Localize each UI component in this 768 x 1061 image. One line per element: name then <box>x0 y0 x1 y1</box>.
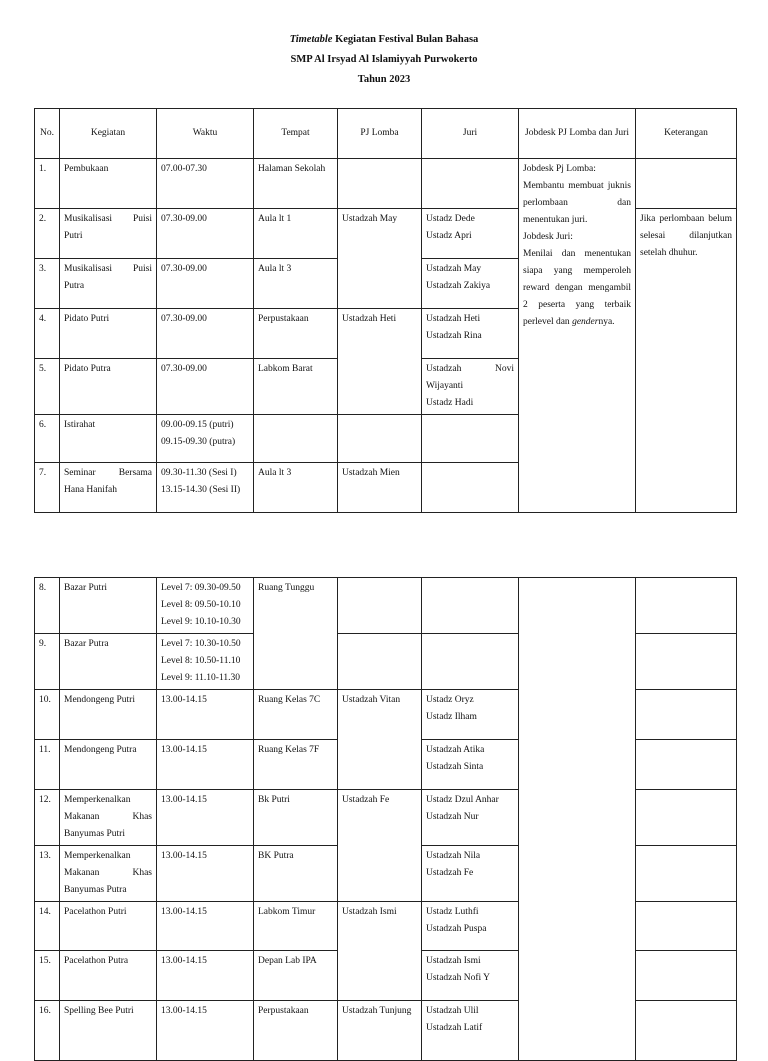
document-year: Tahun 2023 <box>357 74 411 85</box>
table-row: 14. Pacelathon Putri 13.00-14.15 Labkom Timur Ustadzah Ismi Ustadz Luthfi Ustadzah Puspa <box>35 902 737 951</box>
table-row: 9. Bazar Putra Level 7: 10.30-10.50 Level 8: 10.50-11.10 Level 9: 11.10-11.30 <box>35 634 737 690</box>
keterangan-cell: Jika perlombaan belum selesai dilanjutkan setelah dhuhur. <box>636 209 737 513</box>
table-row: 11. Mendongeng Putra 13.00-14.15 Ruang Kelas 7F Ustadzah Atika Ustadzah Sinta <box>35 740 737 790</box>
school-name: SMP Al Irsyad Al Islamiyyah Purwokerto <box>290 54 478 65</box>
timetable-table-1 <box>34 108 737 513</box>
table-header-row <box>35 109 737 159</box>
col-header-juri: Juri <box>422 109 519 159</box>
col-header-waktu: Waktu <box>157 109 254 159</box>
table-row: 5. Pidato Putra 07.30-09.00 Labkom Barat Ustadzah Novi Wijayanti Ustadz Hadi <box>35 359 737 415</box>
col-header-kegiatan: Kegiatan <box>60 109 157 159</box>
timetable-table-2 <box>34 577 737 1061</box>
table-row: 3. Musikalisasi Puisi Putra 07.30-09.00 Aula lt 3 Ustadzah May Ustadzah Zakiya <box>35 259 737 309</box>
document-header <box>0 30 768 90</box>
col-header-pj: PJ Lomba <box>338 109 422 159</box>
table-row: 4. Pidato Putri 07.30-09.00 Perpustakaan Ustadzah Heti Ustadzah Heti Ustadzah Rina <box>35 309 737 359</box>
table-row: 15. Pacelathon Putra 13.00-14.15 Depan Lab IPA Ustadzah Ismi Ustadzah Nofi Y <box>35 951 737 1001</box>
table-row: 13. Memperkenalkan Makanan Khas Banyumas Putra 13.00-14.15 BK Putra Ustadzah Nila Ustadzah Fe <box>35 846 737 902</box>
table-row: 7. Seminar Bersama Hana Hanifah 09.30-11.30 (Sesi I) 13.15-14.30 (Sesi II) Aula lt 3 Ustadzah Mien <box>35 463 737 513</box>
col-header-keterangan: Keterangan <box>636 109 737 159</box>
table-row: 16. Spelling Bee Putri 13.00-14.15 Perpustakaan Ustadzah Tunjung Ustadzah Ulil Ustadzah Latif <box>35 1001 737 1061</box>
table-row: 1. Pembukaan 07.00-07.30 Halaman Sekolah Jobdesk Pj Lomba: Membantu membuat juknis perlombaan dan menentukan juri. Jobdesk Juri: Menilai dan menentukan siapa yang memperoleh reward dengan mengambil 2 peserta yang terbaik perlevel dan gendernya. <box>35 159 737 209</box>
table-row: 2. Musikalisasi Puisi Putri 07.30-09.00 Aula lt 1 Ustadzah May Ustadz Dede Ustadz Apri Jika perlombaan belum selesai dilanjutkan setelah dhuhur. <box>35 209 737 259</box>
table-row: 10. Mendongeng Putri 13.00-14.15 Ruang Kelas 7C Ustadzah Vitan Ustadz Oryz Ustadz Ilham <box>35 690 737 740</box>
col-header-no: No. <box>35 109 60 159</box>
document-title: Timetable Kegiatan Festival Bulan Bahasa <box>289 34 479 45</box>
table-row: 12. Memperkenalkan Makanan Khas Banyumas Putri 13.00-14.15 Bk Putri Ustadzah Fe Ustadz Dzul Anhar Ustadzah Nur <box>35 790 737 846</box>
col-header-jobdesk: Jobdesk PJ Lomba dan Juri <box>519 109 636 159</box>
jobdesk-cell: Jobdesk Pj Lomba: Membantu membuat juknis perlombaan dan menentukan juri. Jobdesk Juri: Menilai dan menentukan siapa yang memperoleh reward dengan mengambil 2 peserta yang terbaik perlevel dan gendernya. <box>519 159 636 513</box>
table-row: 6. Istirahat 09.00-09.15 (putri) 09.15-09.30 (putra) <box>35 415 737 463</box>
table-row: 8. Bazar Putri Level 7: 09.30-09.50 Level 8: 09.50-10.10 Level 9: 10.10-10.30 Ruang Tunggu <box>35 578 737 634</box>
col-header-tempat: Tempat <box>254 109 338 159</box>
